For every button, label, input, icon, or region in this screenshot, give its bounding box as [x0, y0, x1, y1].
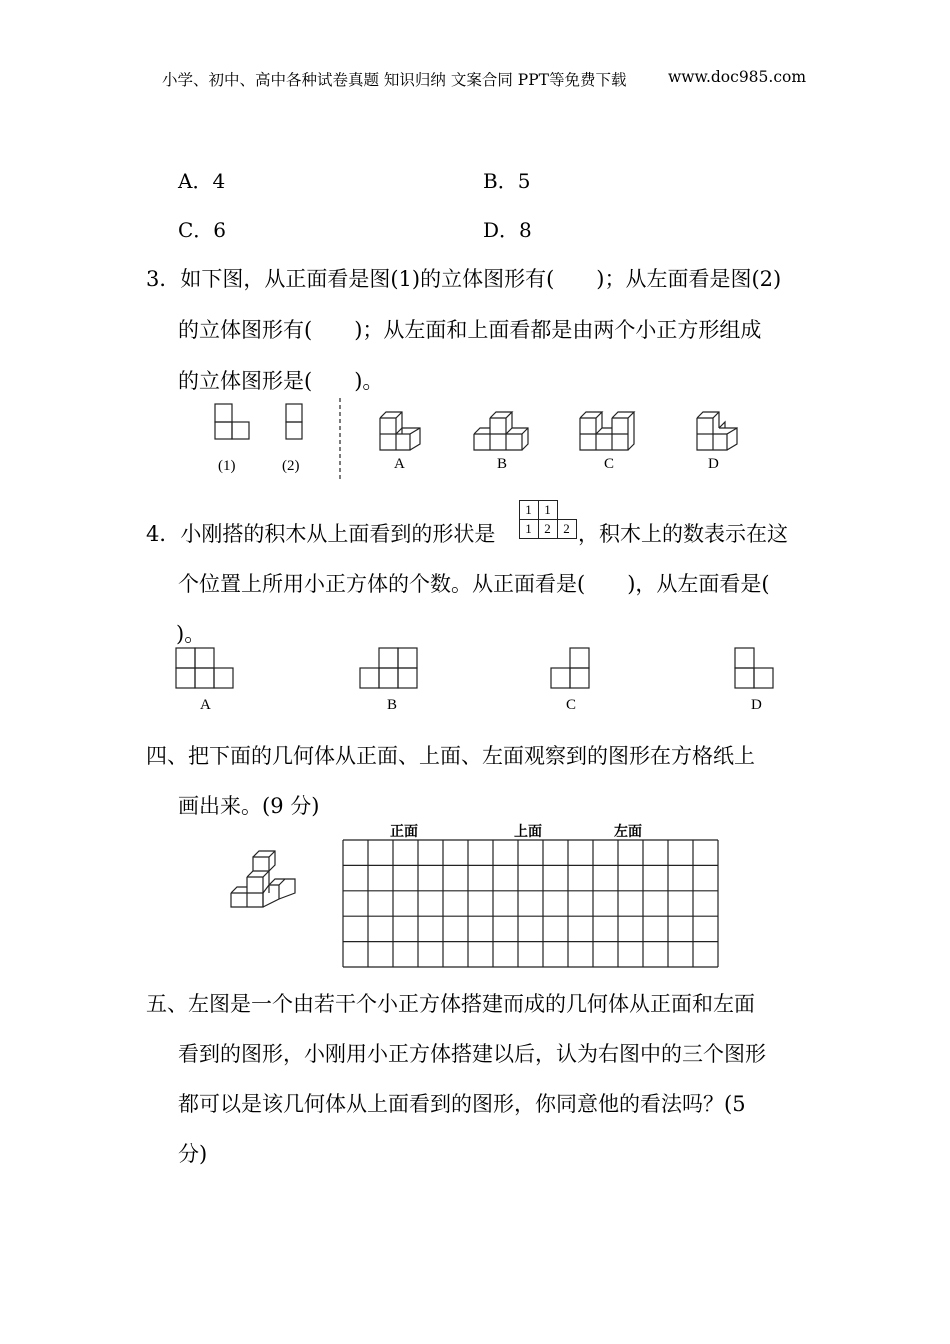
- q4-choice-label-a: A: [200, 697, 211, 713]
- q3-choice-a-figure: [378, 404, 426, 452]
- q4-top-view-number-grid: [519, 500, 576, 538]
- q3-choice-label-c: C: [604, 456, 615, 472]
- q3-choice-d-figure: [695, 404, 743, 452]
- q4-choice-c-figure: [550, 647, 594, 689]
- q3-front-view-figure: [214, 403, 254, 443]
- q3-choice-label-b: B: [497, 456, 508, 472]
- grid-cell: 2: [538, 519, 558, 539]
- section5-line3: 都可以是该几何体从上面看到的图形，你同意他的看法吗？(5: [178, 1092, 746, 1116]
- square-grid-paper[interactable]: [342, 839, 722, 969]
- option-c: C．6: [178, 218, 227, 242]
- dashed-divider: [338, 398, 342, 480]
- q4-line1-after: ，积木上的数表示在这: [578, 522, 788, 546]
- q4-choice-label-c: C: [566, 697, 577, 713]
- grid-cell: 2: [557, 519, 577, 539]
- q4-line1-before: 4．小刚搭的积木从上面看到的形状是: [146, 522, 496, 546]
- grid-empty-cell: [557, 500, 577, 520]
- option-a: A．4: [178, 169, 226, 193]
- grid-cell: 1: [519, 500, 539, 520]
- q4-choice-label-b: B: [387, 697, 398, 713]
- q3-line3: 的立体图形是( )。: [178, 369, 384, 393]
- section4-line2: 画出来。(9 分): [178, 794, 320, 818]
- grid-cell: 1: [519, 519, 539, 539]
- q3-line2: 的立体图形有( )；从左面和上面看都是由两个小正方形组成: [178, 318, 762, 342]
- header-url[interactable]: www.doc985.com: [668, 68, 807, 86]
- q3-choice-c-figure: [578, 404, 640, 452]
- section4-solid-figure: [229, 843, 299, 909]
- q4-choice-d-figure: [734, 647, 778, 689]
- option-d: D．8: [483, 218, 532, 242]
- section4-line1: 四、把下面的几何体从正面、上面、左面观察到的图形在方格纸上: [146, 744, 755, 768]
- option-b: B．5: [483, 169, 531, 193]
- grid-label-top: 上面: [514, 824, 542, 840]
- q4-choice-b-figure: [359, 647, 421, 689]
- header-left-text: 小学、初中、高中各种试卷真题 知识归纳 文案合同 PPT等免费下载: [162, 71, 627, 89]
- q3-fig-label-2: (2): [282, 458, 300, 474]
- q4-line2: 个位置上所用小正方体的个数。从正面看是( )，从左面看是(: [178, 572, 770, 596]
- q4-choice-a-figure: [175, 647, 237, 689]
- section5-line2: 看到的图形，小刚用小正方体搭建以后，认为右图中的三个图形: [178, 1042, 766, 1066]
- q4-line3: )。: [176, 622, 206, 646]
- grid-label-left: 左面: [614, 824, 642, 840]
- q3-choice-label-d: D: [708, 456, 719, 472]
- q3-fig-label-1: (1): [218, 458, 236, 474]
- section5-line1: 五、左图是一个由若干个小正方体搭建而成的几何体从正面和左面: [146, 992, 755, 1016]
- q3-choice-label-a: A: [394, 456, 405, 472]
- grid-label-front: 正面: [390, 824, 418, 840]
- grid-cell: 1: [538, 500, 558, 520]
- q3-line1: 3．如下图，从正面看是图(1)的立体图形有( )；从左面看是图(2): [146, 267, 782, 291]
- q4-choice-label-d: D: [751, 697, 762, 713]
- q3-left-view-figure: [284, 403, 306, 443]
- section5-line4: 分): [178, 1142, 208, 1166]
- q3-choice-b-figure: [472, 404, 534, 452]
